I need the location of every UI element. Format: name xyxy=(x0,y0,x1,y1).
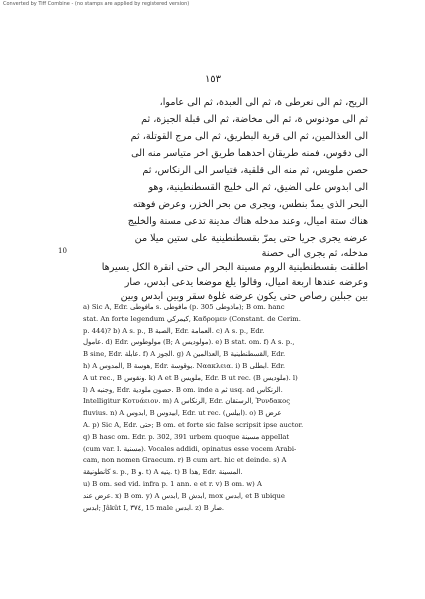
arabic-text-line: الى ابدوس على الضيق، ثم الى خليج القسطنطينية، وهو xyxy=(148,182,368,193)
arabic-text-line: الى دقوس، فمنه طريقان أحدهما طريق آخر متياسر منه الى xyxy=(131,148,368,159)
arabic-text-line: ثم الى مودنوس ة، ثم الى مخاضة، ثم الى قبلة الجيزة، ثم xyxy=(141,114,368,125)
arabic-text-line: أطلقت بقسطنطينية الروم مسينة البحر الى حتى أنقرة الكل يسيرها xyxy=(101,262,368,273)
footnote-line: Intelligitur Κοτυάειον. m) A الرنكاس, Edr. الرستقان, Ῥυνδακος xyxy=(83,397,291,406)
arabic-text-line: هناك ستة اميال، وعند مدخله هناك مدينة تدعى مسنة والخليج xyxy=(127,216,368,227)
footnote-line: A. p) Sic A, Edr. حتى; B om. et forte sic false scripsit ipse auctor. xyxy=(83,420,304,429)
footnote-line: عرض عند. x) B om. y) A ابدس, B ابدش, mox ابدس, et B ubique xyxy=(83,491,285,500)
arabic-text-line: الى العذالمين، ثم الى قرية البطريق، ثم الى مرج القوتلة، ثم xyxy=(130,131,368,142)
line-number-marker: 10 xyxy=(58,247,67,255)
arabic-text-line: مدخله، ثم يجرى الى حصنة xyxy=(261,248,368,259)
footnotes xyxy=(83,302,369,514)
footnote-line: p. 444)? b) A s. p., B الصبة, Edr. العمامة. c) A s. p., Edr. xyxy=(83,326,265,335)
footnote-line: stat. An forte legendum كيمركي, Καδρομεν (Constant. de Cerim. xyxy=(83,314,301,323)
footnote-line: h) A المدوس, B هوسة, Edr. بوقوسة. Ναακλεια. i) B ابطلى. Edr. xyxy=(83,361,286,370)
footnote-line: q) B hasc om. Edr. p. 302, 391 urbem quoque مسينة appellat xyxy=(83,432,290,441)
arabic-text-line: بين جبلين رصاص حتى يكون عرضه غلوة سقر وبين ابدس وبين xyxy=(120,291,368,302)
arabic-text-line: حصن ملويس، ثم منه الى قلقية، فتياسر الى الرنكاس، ثم xyxy=(142,165,368,176)
arabic-text-line: الريح، ثم الى نعرطى ة، ثم الى العبدة، ثم الى عاموا، xyxy=(159,97,368,108)
arabic-text-line: البحر الذى يمدّ بنطس، ويجرى من بحر الخزر، وعرض فوهته xyxy=(132,199,368,210)
footnote-line: fluvius. n) A ابدوس, B ابيدوس, Edr. ut rec. (ابيلس). o) B عرض xyxy=(83,409,282,418)
footnote-line: B sine, Edr. عابلة. f) A الجوز. g) A العذالمين, B القسطنطينية, Edr. xyxy=(83,350,286,359)
footnote-line: l) A وجنبه, Edr. حصون ملودية. B om. inde a ثم usq. ad الرنكاس. xyxy=(83,385,283,394)
arabic-text-line: عرضه يجرى جريا حتى يمرّ بقسطنطينية على ستين ميلا من xyxy=(134,233,368,244)
footnote-line: كانطونيقة s. p., B و. t) A يتيه. t) B هذا, Edr. المسينة. xyxy=(83,468,243,477)
footnote-line: a) Sic A, Edr. مافوطى s. مافوطى (p. 305 ماذوطى); B om. hanc xyxy=(83,303,285,311)
footnote-line: u) B om. sed vid. infra p. 1 ann. e et r. v) B om. w) A xyxy=(83,479,262,488)
footnote-line: cam, non nomen Graecum. r) B cum art. hic et deinde. s) A xyxy=(83,456,287,465)
page-number: ١٥٣ xyxy=(204,74,222,85)
footnote-line: (cum var. l. مسنية). Vocales addidi, opinatus esse vocem Arabi- xyxy=(83,444,297,453)
converter-banner: Converted by Tiff Combine - (no stamps are applied by registered version) xyxy=(3,1,190,7)
footnote-line: ابدس; Jâkût I, ٣٧٤, 15 male ابدس. z) B صار. xyxy=(83,503,225,512)
arabic-text-line: وعرضه عندها اربعة اميال، وقالوا يلغ موضعا يدعى أبدس، صار xyxy=(124,277,368,288)
footnote-line: عامول. d) Edr. مولوطوس (B; A مولوديس). e) B stat. om. f) A s. p., xyxy=(83,338,295,347)
footnote-line: A ut rec., B ونقوس. k) A et B ملويس, Edr. B ut rec. (B ملوديس). l) xyxy=(83,373,298,382)
